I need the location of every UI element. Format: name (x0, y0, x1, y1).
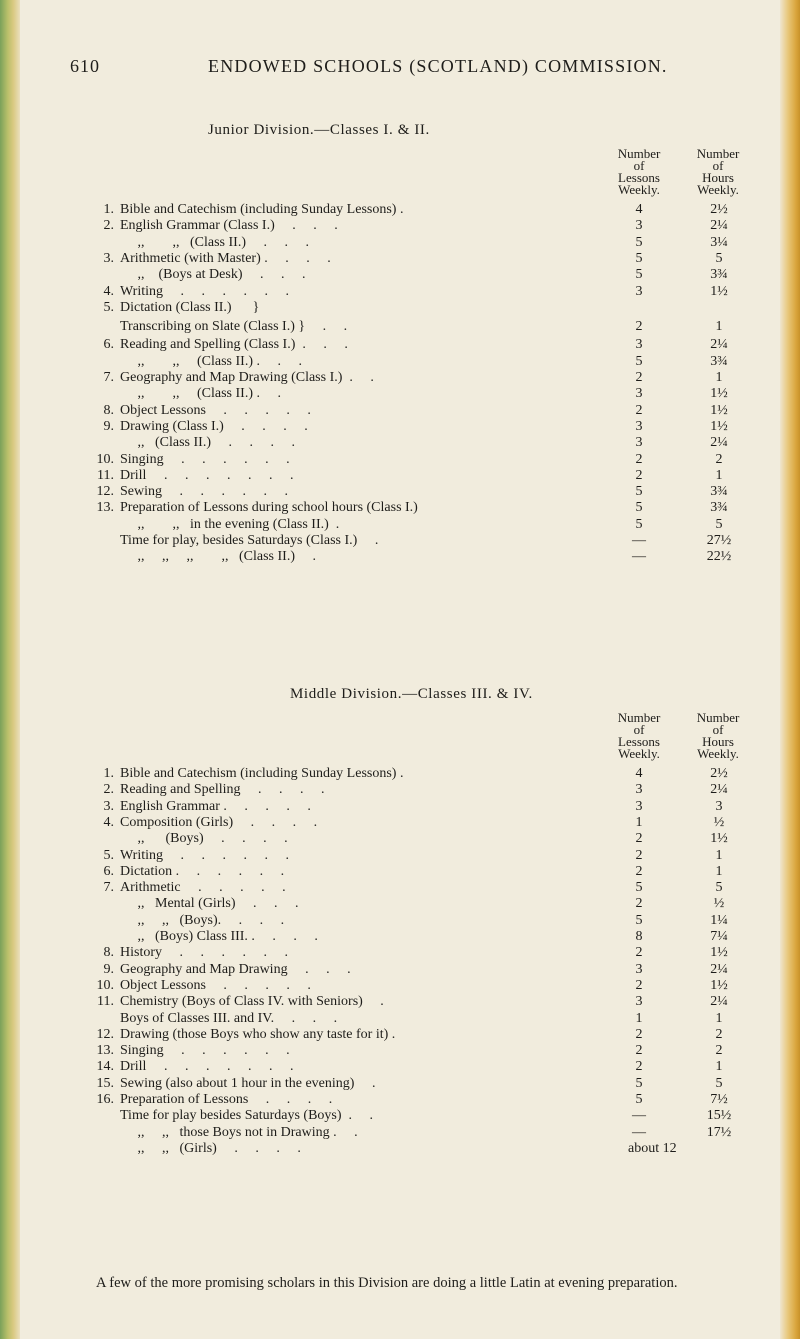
lessons-value: 5 (635, 353, 643, 369)
hours-value: 1 (715, 847, 723, 863)
row-label: Object Lessons . . . . . (120, 977, 311, 993)
hours-value: 1 (715, 467, 723, 483)
row-label: Chemistry (Boys of Class IV. with Seniors) . (120, 994, 384, 1010)
lessons-value: 5 (635, 484, 643, 500)
row-label: ,, (Boys) . . . . (120, 831, 288, 847)
lessons-value: 2 (635, 1043, 643, 1059)
row-number: 5. (103, 847, 114, 863)
row-number: 13. (96, 500, 114, 516)
hours-value: 7½ (710, 1092, 728, 1107)
lessons-value: 3 (635, 782, 643, 798)
junior-lessons-header (604, 148, 674, 196)
lessons-value: 5 (635, 516, 643, 532)
row-number: 7. (103, 880, 114, 896)
row-label: Bible and Catechism (including Sunday Lessons) . (120, 766, 404, 781)
hours-value: 27½ (706, 533, 732, 548)
hours-value: 3¼ (710, 234, 728, 250)
row-number: 9. (103, 418, 114, 434)
row-label: Reading and Spelling . . . . (120, 782, 325, 798)
row-number: 3. (103, 798, 114, 814)
header-line: Weekly. (697, 182, 739, 197)
hours-value: 2 (715, 1043, 723, 1059)
lessons-value: 5 (635, 1075, 643, 1091)
middle-hours-header (678, 712, 758, 760)
row-label: Time for play besides Saturdays (Boys) . . (120, 1108, 374, 1124)
hours-value: 1½ (710, 977, 728, 993)
row-label: Bible and Catechism (including Sunday Lessons) . (120, 202, 404, 217)
row-number: 13. (96, 1043, 114, 1059)
hours-value: 5 (715, 516, 723, 532)
row-label: Transcribing on Slate (Class I.) } . . (120, 319, 348, 335)
hours-value: 1 (715, 1010, 723, 1026)
lessons-value: 3 (635, 961, 643, 977)
header-line: Number (617, 710, 661, 725)
row-label: ,, (Class II.) . . . . (120, 435, 295, 451)
header-line: Hours (702, 734, 734, 749)
header-line: Weekly. (697, 746, 739, 761)
lessons-value: 4 (635, 202, 643, 217)
page-number: 610 (70, 56, 100, 76)
row-label: Composition (Girls) . . . . (120, 814, 318, 830)
lessons-value: 4 (635, 766, 643, 781)
junior-division-title: Junior Division.—Classes I. & II. (208, 122, 430, 138)
hours-value: 2¼ (710, 435, 728, 451)
lessons-value: 3 (635, 386, 643, 402)
row-label: ,, ,, ,, ,, (Class II.) . (120, 549, 316, 565)
hours-value: 5 (715, 1075, 723, 1091)
row-label: Preparation of Lessons during school hours (Class I.) (120, 500, 418, 516)
hours-value: 3¾ (710, 267, 728, 283)
row-label: ,, ,, (Girls) . . . . (120, 1140, 301, 1156)
row-label: ,, (Boys) Class III. . . . . (120, 929, 318, 944)
hours-value: ½ (713, 896, 725, 912)
row-label: ,, ,, (Boys). . . . (120, 912, 285, 928)
page-edge-right (780, 0, 800, 1339)
hours-value: 2½ (710, 766, 728, 781)
row-label: History . . . . . . (120, 945, 288, 961)
hours-value: 2½ (710, 202, 728, 217)
lessons-value: 2 (635, 1059, 643, 1075)
running-title: ENDOWED SCHOOLS (SCOTLAND) COMMISSION. (208, 56, 668, 76)
header-line: Number (617, 146, 661, 161)
row-number: 12. (96, 484, 114, 500)
header-line: of (712, 158, 724, 173)
row-label: Sewing . . . . . . (120, 484, 288, 500)
row-label: Arithmetic (with Master) . . . . (120, 250, 331, 266)
hours-value: 2¼ (710, 782, 728, 798)
row-label: ,, (Boys at Desk) . . . (120, 267, 306, 283)
header-line: Weekly. (618, 746, 660, 761)
row-label: Sewing (also about 1 hour in the evening) . (120, 1075, 376, 1091)
lessons-value: about 12 (628, 1140, 677, 1156)
hours-value: 1½ (710, 402, 728, 418)
hours-value: 2¼ (710, 337, 728, 353)
row-label: Writing . . . . . . (120, 847, 289, 863)
hours-value: 1¼ (710, 912, 728, 928)
row-label: Dictation . . . . . . (120, 863, 285, 879)
lessons-value: 3 (635, 218, 643, 234)
row-number: 8. (103, 402, 114, 418)
row-number: 12. (96, 1026, 114, 1042)
row-label: Drill . . . . . . . (120, 1059, 294, 1075)
lessons-value: 5 (635, 500, 643, 516)
lessons-value: 1 (635, 814, 643, 830)
row-number: 16. (96, 1092, 114, 1107)
hours-value: 2¼ (710, 994, 728, 1010)
row-label: Object Lessons . . . . . (120, 402, 311, 418)
row-number: 15. (96, 1075, 114, 1091)
header-line: Lessons (618, 734, 660, 749)
lessons-value: — (632, 1108, 646, 1124)
hours-value: 1 (715, 319, 723, 335)
hours-value: 5 (715, 250, 723, 266)
row-number: 1. (103, 766, 114, 781)
header-line: Number (696, 710, 740, 725)
hours-value: 1½ (710, 386, 728, 402)
hours-value: 17½ (706, 1124, 732, 1140)
lessons-value: 1 (635, 1010, 643, 1026)
lessons-value: 2 (635, 847, 643, 863)
row-label: English Grammar (Class I.) . . . (120, 218, 338, 234)
hours-value: 3¾ (710, 484, 728, 500)
row-label: Geography and Map Drawing . . . (120, 961, 351, 977)
row-label: ,, ,, (Class II.) . . . (120, 234, 309, 250)
row-number: 4. (103, 814, 114, 830)
lessons-value: 2 (635, 896, 643, 912)
junior-hours-header (678, 148, 758, 196)
hours-value: 22½ (706, 549, 732, 565)
hours-value: 2 (715, 451, 723, 467)
row-number: 8. (103, 945, 114, 961)
lessons-value: 5 (635, 234, 643, 250)
lessons-value: 3 (635, 283, 643, 299)
lessons-value: 2 (635, 451, 643, 467)
lessons-value: 3 (635, 418, 643, 434)
hours-value: 5 (715, 880, 723, 896)
row-label: ,, Mental (Girls) . . . (120, 896, 299, 912)
hours-value: 1½ (710, 418, 728, 434)
hours-value: 1½ (710, 831, 728, 847)
header-line: Number (696, 146, 740, 161)
hours-value: 1 (715, 370, 723, 385)
row-label: Arithmetic . . . . . (120, 880, 286, 896)
lessons-value: — (632, 533, 646, 548)
row-label: ,, ,, (Class II.) . . (120, 386, 281, 402)
row-label: Singing . . . . . . (120, 451, 290, 467)
hours-value: 1 (715, 1059, 723, 1075)
row-number: 14. (96, 1059, 114, 1075)
lessons-value: — (632, 549, 646, 565)
header-line: Hours (702, 170, 734, 185)
row-label: Dictation (Class II.) } (120, 299, 260, 315)
lessons-value: 3 (635, 798, 643, 814)
middle-lessons-header (604, 712, 674, 760)
row-number: 2. (103, 218, 114, 234)
row-label: Reading and Spelling (Class I.) . . . (120, 337, 348, 353)
header-line: of (633, 158, 645, 173)
lessons-value: 5 (635, 880, 643, 896)
footnote: A few of the more promising scholars in this Division are doing a little Latin at evening preparation. (96, 1275, 678, 1291)
row-number: 6. (103, 337, 114, 353)
row-number: 10. (96, 451, 114, 467)
row-label: English Grammar . . . . . (120, 798, 311, 814)
lessons-value: 5 (635, 1092, 643, 1107)
hours-value: 7¼ (710, 929, 728, 944)
header-line: Weekly. (618, 182, 660, 197)
row-label: Drawing (those Boys who show any taste for it) . (120, 1026, 396, 1042)
lessons-value: 3 (635, 994, 643, 1010)
lessons-value: 2 (635, 1026, 643, 1042)
lessons-value: 2 (635, 831, 643, 847)
lessons-value: 2 (635, 402, 643, 418)
lessons-value: 5 (635, 267, 643, 283)
lessons-value: 3 (635, 435, 643, 451)
lessons-value: 5 (635, 250, 643, 266)
row-label: Singing . . . . . . (120, 1043, 290, 1059)
hours-value: 15½ (706, 1108, 732, 1124)
lessons-value: 2 (635, 945, 643, 961)
middle-division-title: Middle Division.—Classes III. & IV. (290, 686, 533, 702)
hours-value: 1 (715, 863, 723, 879)
hours-value: 3¾ (710, 353, 728, 369)
row-label: Preparation of Lessons . . . . (120, 1092, 333, 1107)
row-label: Drill . . . . . . . (120, 467, 294, 483)
row-label: Boys of Classes III. and IV. . . . (120, 1010, 338, 1026)
lessons-value: 3 (635, 337, 643, 353)
row-number: 11. (97, 467, 114, 483)
lessons-value: 5 (635, 912, 643, 928)
row-label: Drawing (Class I.) . . . . (120, 418, 308, 434)
lessons-value: — (632, 1124, 646, 1140)
row-number: 9. (103, 961, 114, 977)
row-number: 1. (103, 202, 114, 217)
row-label: Time for play, besides Saturdays (Class I.) . (120, 533, 379, 548)
hours-value: 2¼ (710, 218, 728, 234)
lessons-value: 2 (635, 977, 643, 993)
row-number: 2. (103, 782, 114, 798)
row-number: 10. (96, 977, 114, 993)
lessons-value: 2 (635, 467, 643, 483)
row-number: 3. (103, 250, 114, 266)
hours-value: 2¼ (710, 961, 728, 977)
header-line: of (633, 722, 645, 737)
lessons-value: 2 (635, 319, 643, 335)
row-number: 5. (103, 299, 114, 315)
lessons-value: 2 (635, 863, 643, 879)
row-label: ,, ,, those Boys not in Drawing . . (120, 1124, 358, 1140)
hours-value: 3¾ (710, 500, 728, 516)
row-label: Writing . . . . . . (120, 283, 289, 299)
row-number: 11. (97, 994, 114, 1010)
header-line: of (712, 722, 724, 737)
hours-value: 2 (715, 1026, 723, 1042)
hours-value: 1½ (710, 945, 728, 961)
page-edge-left (0, 0, 22, 1339)
hours-value: ½ (713, 814, 725, 830)
row-label: Geography and Map Drawing (Class I.) . . (120, 370, 374, 385)
row-label: ,, ,, in the evening (Class II.) . (120, 516, 340, 532)
lessons-value: 2 (635, 370, 643, 385)
row-number: 7. (103, 370, 114, 385)
hours-value: 1½ (710, 283, 728, 299)
row-number: 4. (103, 283, 114, 299)
hours-value: 3 (715, 798, 723, 814)
header-line: Lessons (618, 170, 660, 185)
row-label: ,, ,, (Class II.) . . . (120, 353, 302, 369)
lessons-value: 8 (635, 929, 643, 944)
row-number: 6. (103, 863, 114, 879)
